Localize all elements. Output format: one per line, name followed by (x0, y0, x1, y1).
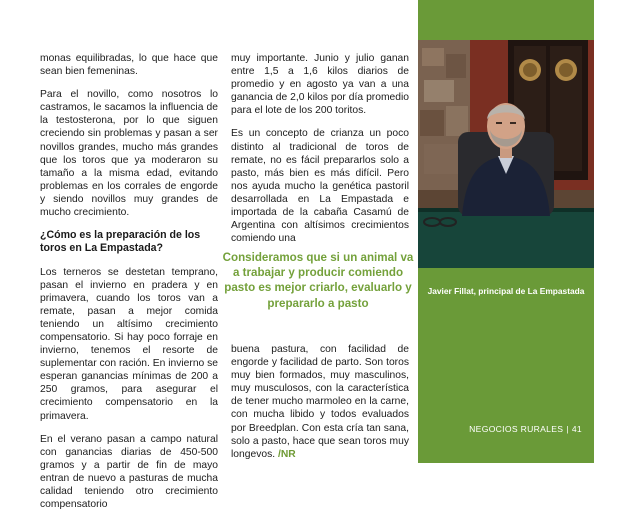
paragraph: Los terneros se destetan temprano, pasan el invierno en pradera y en primavera, cuando los toros van a remate, pasan a mejor comida teniendo un altísimo crecimiento compensatorio. Si hay poco forraje en invierno, tenemos el resorte de suplementar con ración. En invierno se esperan ganancias mínimas de 200 a 250 gramos, para asegurar el crecimiento compensatorio en la primavera. (40, 266, 219, 422)
magazine-name: NEGOCIOS RURALES (469, 424, 564, 434)
pull-quote: Consideramos que si un animal va a trabajar y producir comiendo pasto es mejor criarlo, evaluarlo y prepararlo a pasto (222, 251, 414, 310)
article-column-1 (40, 52, 218, 521)
article-column-2-continued (231, 343, 409, 471)
paragraph: buena pastura, con facilidad de engorde y facilidad de parto. Son toros muy bien formados, muy masculinos, muy musculosos, con la característica de tener mucho marmoleo en la carne, con mucha libido y todos evaluados por Breedplan. Con esta cría tan sana, solo a pasto, hace que sean toros muy longevos. /NR (231, 344, 409, 460)
paragraph: monas equilibradas, lo que hace que sean bien femeninas. (40, 53, 218, 78)
page-footer (418, 424, 582, 434)
author-signature: /NR (277, 448, 296, 460)
footer-separator: | (566, 424, 569, 434)
paragraph: Es un concepto de crianza un poco distinto al tradicional de toros de remate, no es fácil prepararlos solo a pasto, más bien es más difícil. Pero nos ayuda mucho la genética pastoril desarrollada en La Empastada e importada de la cabaña Casamú de Argentina con altísimos crecimientos comiendo una (231, 128, 409, 245)
portrait-illustration (418, 40, 594, 268)
subheading: ¿Cómo es la preparación de los toros en La Empastada? (40, 229, 201, 255)
paragraph: Para el novillo, como nosotros lo castramos, le sacamos la influencia de la testosterona, por lo que siguen creciendo sin problemas y pasan a ser novillos grandes, mucho más grandes que los toros que ya moderaron su tamaño a la misma edad, evitando problemas en los corrales de engorde y siendo novillos muy grandes de mucho crecimiento. (40, 89, 218, 219)
paragraph: muy importante. Junio y julio ganan entre 1,5 a 1,6 kilos diarios de promedio y en agosto ya van a una ganancia de 2,0 kilos por día promedio para el lote de los 200 toritos. (231, 53, 409, 117)
article-column-2 (231, 52, 409, 255)
portrait-photo (418, 40, 594, 268)
photo-caption: Javier Fillat, principal de La Empastada (427, 286, 585, 296)
page-number: 41 (571, 424, 582, 434)
paragraph: En el verano pasan a campo natural con ganancias diarias de 450-500 gramos y a partir de fin de mayo entran de nuevo a pasturas de mucha calidad teniendo otro crecimiento compensatorio (40, 433, 218, 511)
